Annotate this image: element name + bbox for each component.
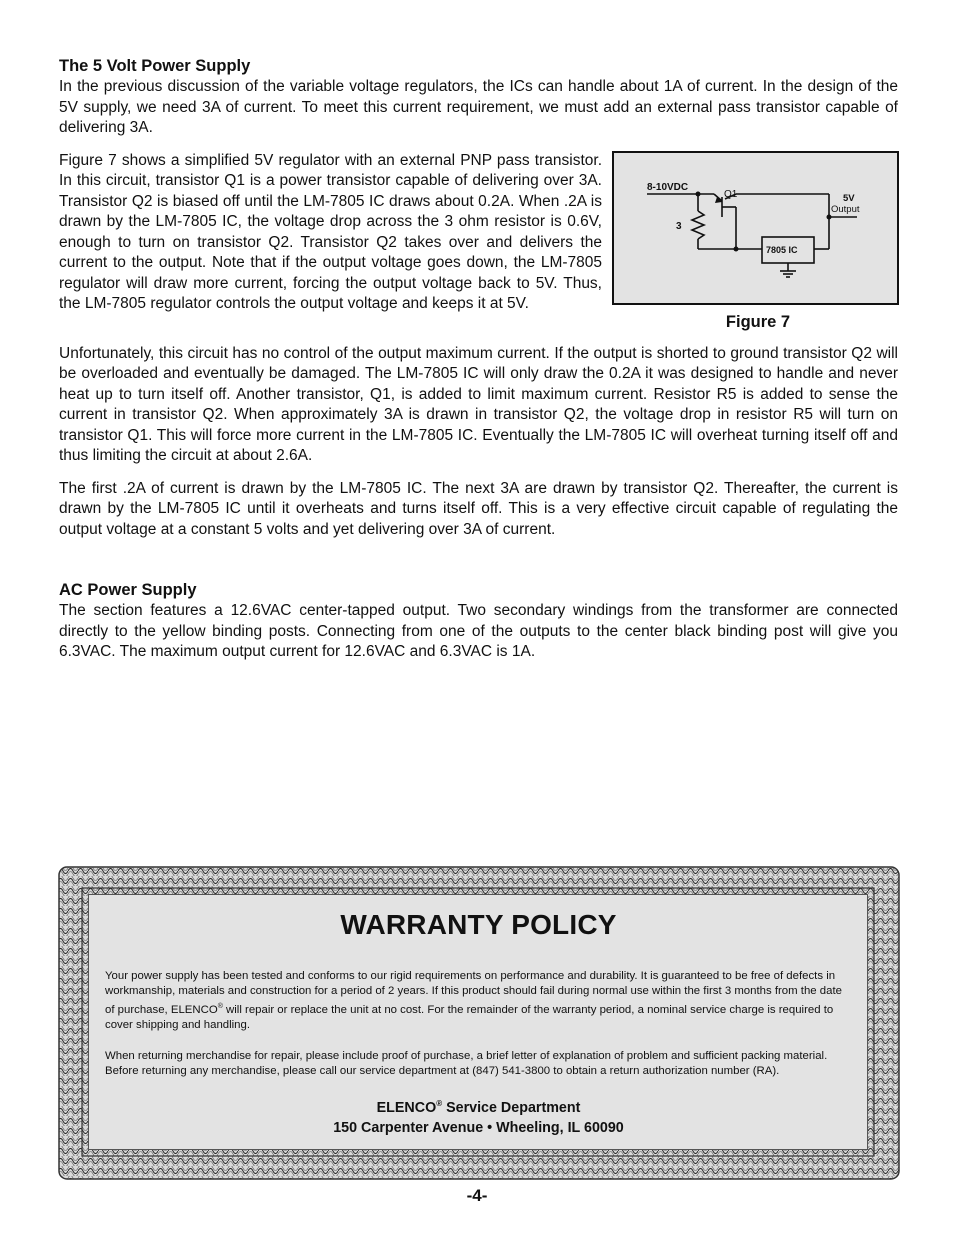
paragraph-5v-intro: In the previous discussion of the variable voltage regulators, the ICs can handle about 1A of current. In the design of the 5V supply, we need 3A of current. To meet this current requirement, we must add an external pass transistor capable of delivering 3A. (59, 78, 898, 136)
warranty-title: WARRANTY POLICY (340, 909, 617, 940)
page-number: -4- (466, 1186, 488, 1205)
label-ic: 7805 IC (766, 244, 798, 255)
department-label: Service Department (442, 1099, 581, 1116)
warranty-p1-part-b: will repair or replace the unit at no cost. For the remainder of the warranty period, a nominal service charge is required to cover shipping and handling. (105, 1004, 834, 1032)
warranty-content (88, 894, 868, 1150)
figure-7 (612, 151, 898, 332)
warranty-paragraph-2: When returning merchandise for repair, please include proof of purchase, a brief letter of explanation of problem and sufficient packing material. Before returning any merchandise, please call our service department at (847) 541-3800 to obtain a return authorization number (RA). (105, 1049, 828, 1077)
paragraph-current-limit: Unfortunately, this circuit has no control of the output maximum current. If the output is shorted to ground transistor Q2 will be overloaded and eventually be damaged. The LM-7805 IC will only draw the 0.2A it was designed to handle and never heat up to turn itself off. Another transistor, Q1, is added to limit maximum current. Resistor R5 is added to sense the current in transistor Q2. When approximately 3A is drawn in transistor Q2, the voltage drop in resistor R5 will turn on transistor Q1. This will force more current in the LM-7805 IC. Eventually the LM-7805 IC will overheat turning itself off and thus limiting the circuit at about 2.6A. (59, 344, 898, 464)
label-output-voltage: 5V (843, 192, 855, 204)
paragraph-figure-description: Figure 7 shows a simplified 5V regulator with an external PNP pass transistor. In this circuit, transistor Q1 is a power transistor capable of delivering over 3A. Transistor Q2 is biased off until the LM-7805 IC draws about 0.2A. When .2A is drawn by the LM-7805 IC, the voltage drop across the 3 ohm resistor is 0.6V, enough to turn on transistor Q2. Transistor Q2 takes over and delivers the current to the output. Note that if the output voltage goes down, the LM-7805 regulator will draw more current, forcing the output voltage back to 5V. Thus, the LM-7805 regulator controls the output voltage and keeps it at 5V. (59, 151, 602, 312)
service-address: 150 Carpenter Avenue • Wheeling, IL 60090 (333, 1119, 624, 1136)
warranty-paragraph-1 (105, 969, 852, 1034)
registered-mark: ® (217, 1003, 223, 1011)
label-output: Output (831, 203, 860, 215)
section-ac-power (59, 580, 898, 663)
service-department-name (105, 1094, 852, 1118)
figure-7-schematic (612, 151, 899, 305)
paragraph-summary: The first .2A of current is drawn by the LM-7805 IC. The next 3A are drawn by transistor Q2. Thereafter, the current is drawn by the LM-7805 IC until it overheats and turns itself off. This is a very effective circuit capable of regulating the output voltage at a constant 5 volts and yet delivering over 3A of current. (59, 479, 898, 538)
figure-row (59, 151, 898, 332)
service-department (105, 1094, 852, 1138)
label-q1: Q1 (724, 188, 738, 200)
figure-caption: Figure 7 (725, 312, 791, 331)
section-heading-ac: AC Power Supply (59, 581, 197, 599)
section-heading-5v: The 5 Volt Power Supply (59, 57, 251, 75)
warranty-p1-part-a: Your power supply has been tested and conforms to our rigid requirements on performance and durability. It is guaranteed to be free of defects in workmanship, materials and construction for a period of 2 years. If this product should fail during normal use within the first 3 months from the date of purchase, ELENCO (105, 970, 842, 1017)
circuit-diagram (614, 153, 897, 303)
label-input-voltage: 8-10VDC (647, 181, 689, 193)
registered-mark-2: ® (436, 1099, 443, 1109)
warranty-box (58, 866, 900, 1180)
paragraph-ac-supply: The section features a 12.6VAC center-tapped output. Two secondary windings from the transformer are connected directly to the yellow binding posts. Connecting from one of the outputs to the center black binding post will give you 6.3VAC. The maximum output current for 12.6VAC and 6.3VAC is 1A. (59, 602, 898, 660)
label-resistor: 3 (676, 220, 682, 232)
page-content (59, 56, 898, 663)
company-name: ELENCO (376, 1099, 437, 1116)
